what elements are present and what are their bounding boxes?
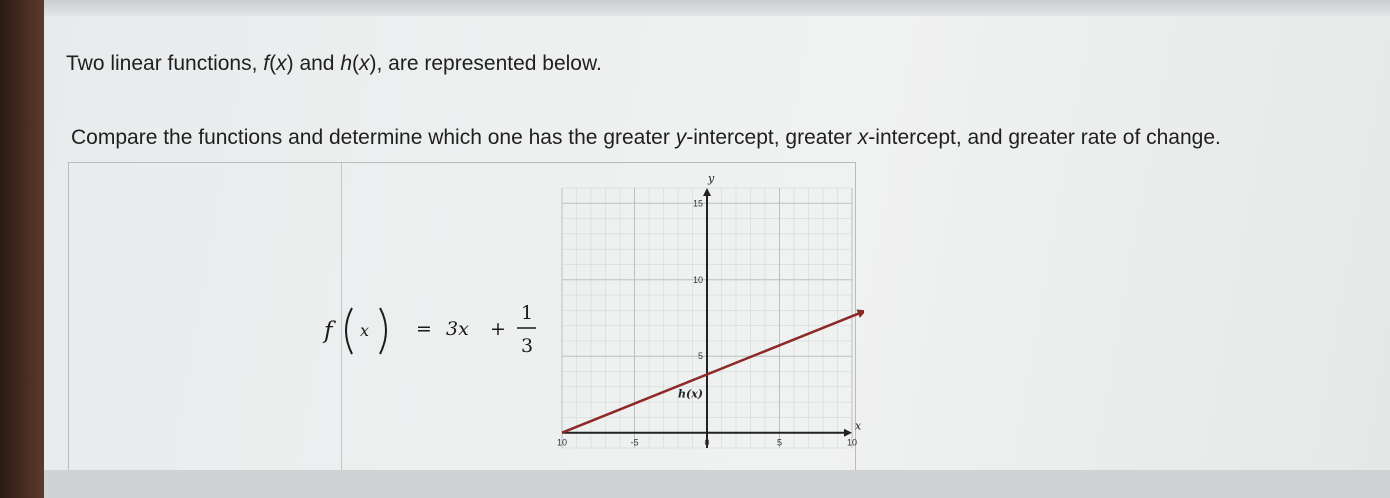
question-prompt — [71, 126, 1221, 150]
f-name: f — [263, 52, 270, 75]
and-text: and — [293, 52, 341, 75]
series-group — [562, 310, 864, 433]
paren-open: ( — [269, 52, 277, 75]
bottom-band — [44, 470, 1390, 498]
y-tick-label: 5 — [697, 351, 703, 362]
f-variable: x — [276, 52, 287, 75]
x-tick-label: -5 — [630, 437, 639, 448]
formula-equals: = — [416, 318, 432, 340]
h-variable: x — [359, 52, 370, 75]
formula-term: 3x — [446, 318, 469, 340]
monitor-bezel — [0, 0, 44, 498]
prompt-text-3: -intercept, and greater rate of change. — [868, 126, 1221, 149]
prompt-text-2: -intercept, greater — [686, 126, 858, 149]
y-axis-label: y — [708, 172, 715, 185]
formula-var: x — [360, 321, 370, 340]
y-tick-label: 10 — [692, 274, 703, 285]
formula-numerator: 1 — [521, 302, 534, 324]
x-axis-label: x — [855, 419, 862, 433]
x-axis-arrow — [844, 429, 852, 437]
prompt-text: Compare the functions and determine which one has the greater — [71, 126, 676, 149]
paren-close: ) — [286, 52, 294, 75]
x-tick-label: 5 — [776, 437, 783, 448]
paren-close: ) — [369, 52, 377, 75]
formula-denominator: 3 — [521, 335, 534, 357]
intro-text: Two linear functions, — [66, 52, 264, 75]
paren-open: ( — [352, 52, 360, 75]
y-letter: y — [675, 126, 687, 149]
x-tick-label: 10 — [846, 437, 858, 448]
y-tick-label: 15 — [692, 198, 703, 209]
h-graph — [552, 168, 864, 468]
f-formula — [322, 292, 552, 372]
intro-tail: , are represented below. — [376, 52, 602, 75]
x-letter: x — [857, 126, 869, 149]
formula-plus: + — [490, 318, 506, 340]
x-tick-label: 10 — [556, 437, 568, 448]
right-paren — [380, 308, 386, 354]
y-axis-arrow — [703, 188, 711, 196]
question-intro — [66, 52, 602, 76]
formula-f: f — [324, 318, 333, 344]
browser-top-edge — [44, 0, 1390, 16]
h-name: h — [340, 52, 353, 75]
x-tick-label: 0 — [704, 437, 710, 448]
series-label-h: h(x) — [678, 387, 703, 401]
left-paren — [346, 308, 352, 354]
screen — [44, 0, 1390, 498]
